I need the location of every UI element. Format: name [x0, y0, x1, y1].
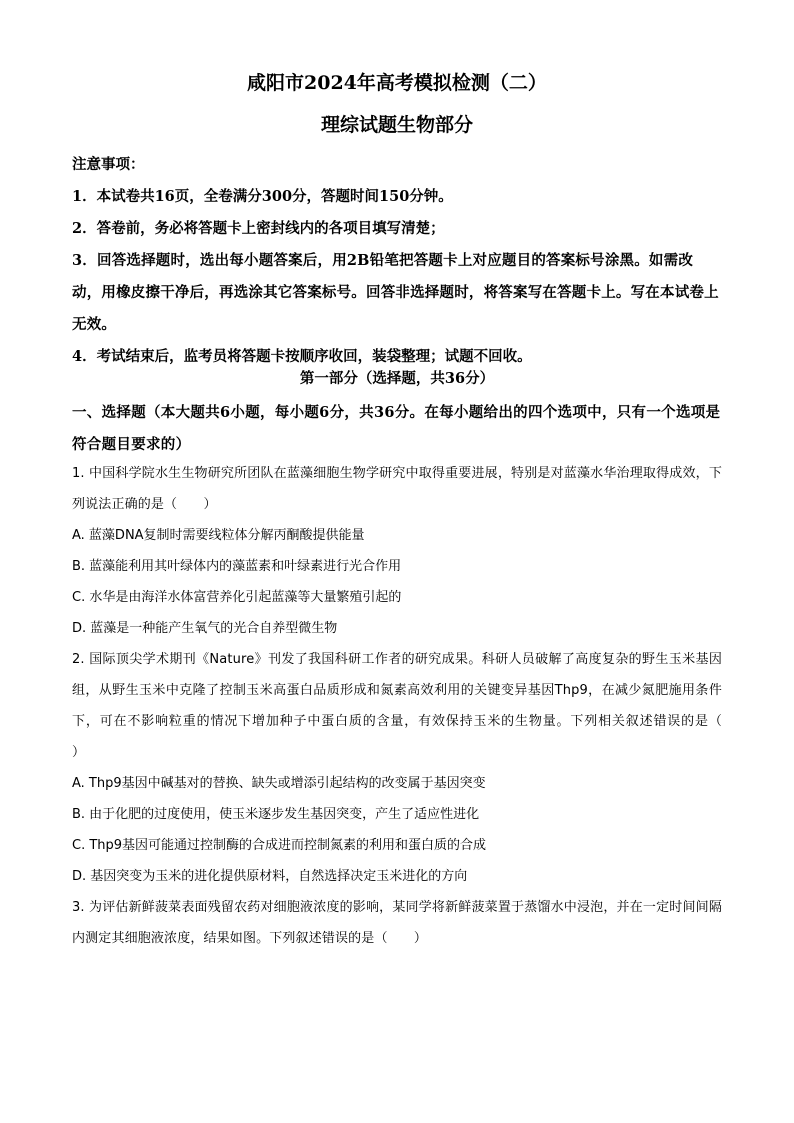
option-a: A. 蓝藻DNA复制时需要线粒体分解丙酮酸提供能量 — [72, 528, 365, 543]
notes-heading: 注意事项： — [72, 156, 145, 173]
exam-subtitle: 理综试题生物部分 — [320, 114, 473, 136]
option-b: B. 由于化肥的过度使用，使玉米逐步发生基因突变，产生了适应性进化 — [72, 807, 480, 822]
note-item: 1．本试卷共16页，全卷满分300分，答题时间150分钟。 — [72, 188, 453, 205]
question-1 — [72, 458, 722, 644]
note-item: 2．答卷前，务必将答题卡上密封线内的各项目填写清楚； — [72, 220, 445, 237]
option-a: A. Thp9基因中碱基对的替换、缺失或增添引起结构的改变属于基因突变 — [72, 776, 486, 791]
exam-title: 咸阳市2024年高考模拟检测（二） — [247, 72, 547, 94]
questions-list — [72, 458, 749, 954]
option-c: C. Thp9基因可能通过控制酶的合成进而控制氮素的利用和蛋白质的合成 — [72, 838, 487, 853]
question-stem: 3. 为评估新鲜菠菜表面残留农药对细胞液浓度的影响，某同学将新鲜菠菜置于蒸馏水中浸泡，并在一定时间间隔内测定其细胞液浓度，结果如图。下列叙述错误的是（ ） — [72, 900, 722, 946]
question-stem: 2. 国际顶尖学术期刊《Nature》刊发了我国科研工作者的研究成果。科研人员破解了高度复杂的野生玉米基因组，从野生玉米中克隆了控制玉米高蛋白品质形成和氮素高效利用的关键变异基因Thp9，在减少氮肥施用条件下，可在不影响粒重的情况下增加种子中蛋白质的含量，有效保持玉米的生物量。下列相关叙述错误的是（ ） — [72, 652, 749, 760]
question-stem: 1. 中国科学院水生生物研究所团队在蓝藻细胞生物学研究中取得重要进展，特别是对蓝藻水华治理取得成效，下列说法正确的是（ ） — [72, 466, 722, 512]
option-d: D. 蓝藻是一种能产生氧气的光合自养型微生物 — [72, 621, 338, 636]
option-c: C. 水华是由海洋水体富营养化引起蓝藻等大量繁殖引起的 — [72, 590, 402, 605]
section-title: 一、选择题（本大题共6小题，每小题6分，共36分。在每小题给出的四个选项中，只有一个选项是符合题目要求的） — [72, 404, 721, 453]
question-3 — [72, 892, 722, 954]
question-2 — [72, 644, 749, 892]
notes-section — [72, 149, 722, 373]
option-d: D. 基因突变为玉米的进化提供原材料，自然选择决定玉米进化的方向 — [72, 869, 468, 884]
note-item: 3．回答选择题时，选出每小题答案后，用2B铅笔把答题卡上对应题目的答案标号涂黑。如需改动，用橡皮擦干净后，再选涂其它答案标号。回答非选择题时，将答案写在答题卡上。写在本试卷上无效。 — [72, 252, 719, 333]
option-b: B. 蓝藻能利用其叶绿体内的藻蓝素和叶绿素进行光合作用 — [72, 559, 402, 574]
note-item: 4．考试结束后，监考员将答题卡按顺序收回，装袋整理；试题不回收。 — [72, 348, 532, 365]
part-one-heading: 第一部分（选择题，共36分） — [299, 370, 495, 387]
